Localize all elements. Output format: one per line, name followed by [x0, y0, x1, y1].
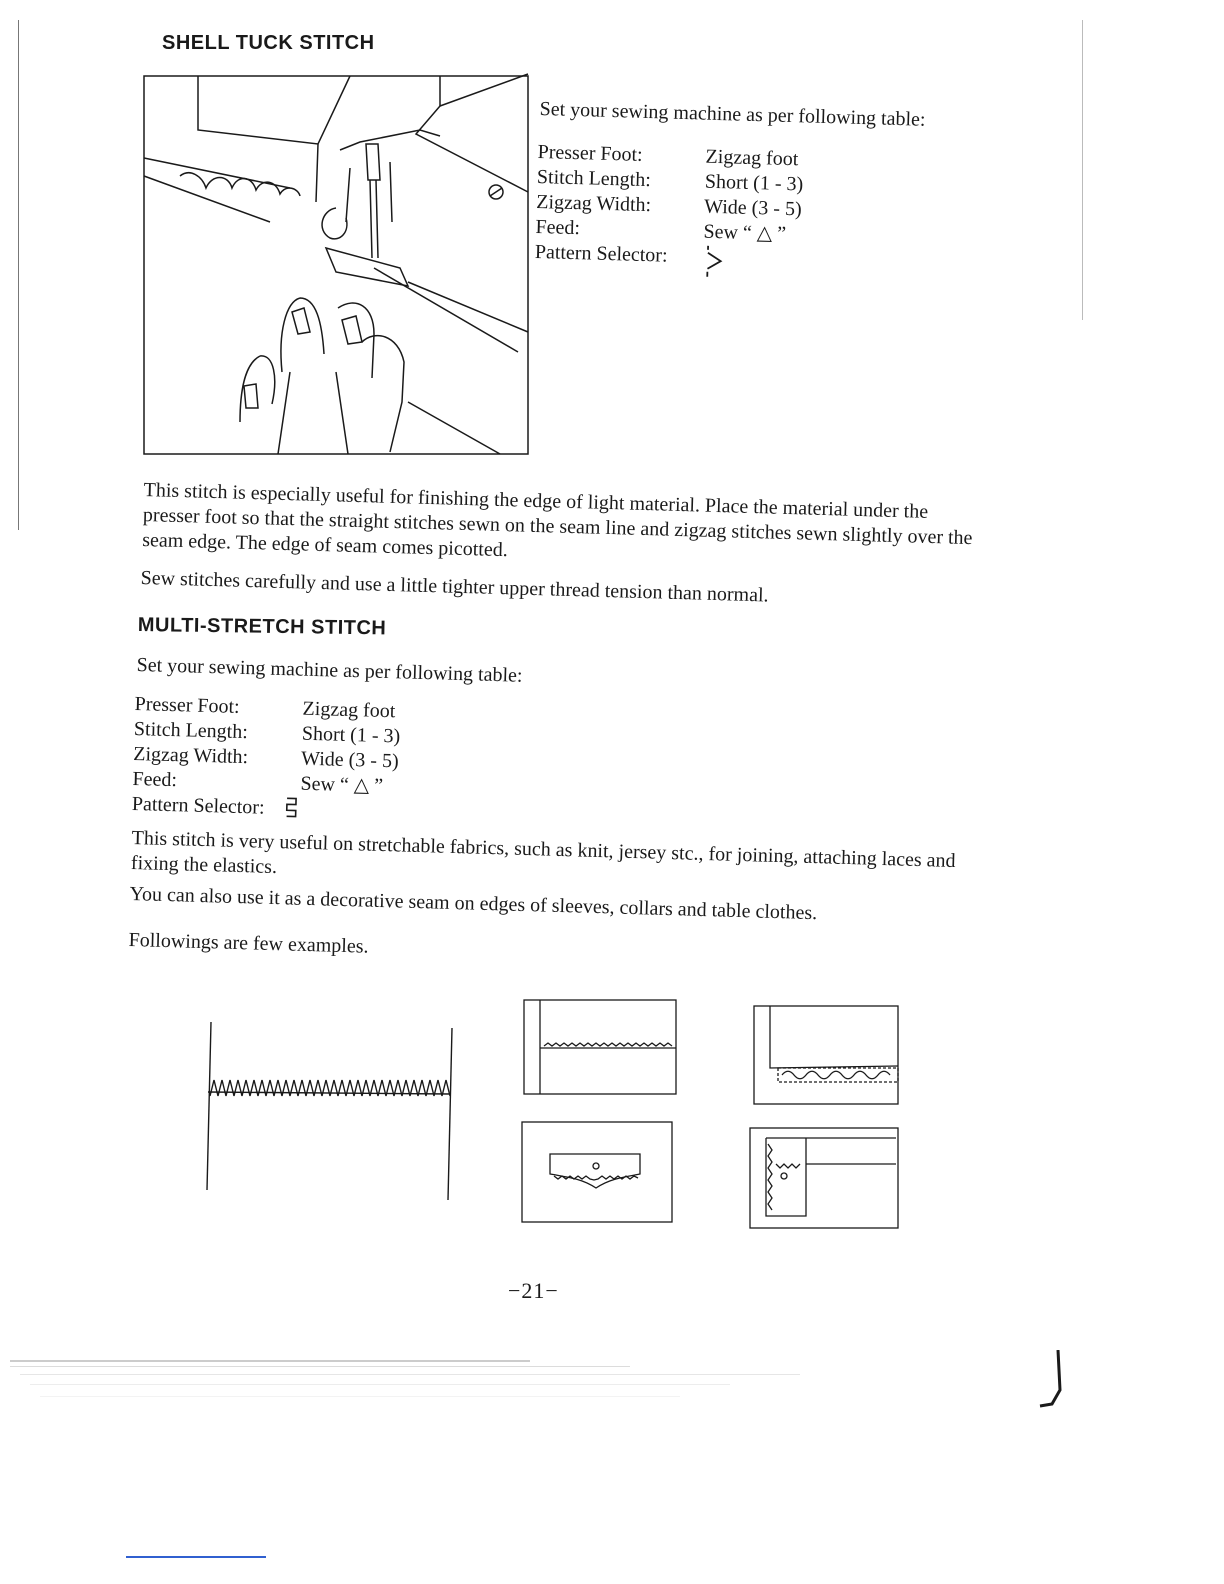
- setting-label: Pattern Selector:: [131, 792, 265, 819]
- setting-label: Presser Foot:: [134, 692, 240, 718]
- lace-edge-example: [750, 1002, 902, 1108]
- section1-intro: Set your sewing machine as per following table:: [539, 97, 926, 131]
- shell-tuck-symbol-icon: [702, 245, 725, 280]
- section1-paragraph-1: This stitch is especially useful for finishing the edge of light material. Place the material under the presser foot so that the straight stitches sewn on the seam line and zigzag stitches sewn slightly over the seam edge. The edge of seam comes picotted.: [141, 478, 973, 562]
- section2-intro: Set your sewing machine as per following table:: [136, 653, 523, 687]
- collar-example: [746, 1124, 902, 1232]
- scan-edge-right: [1082, 20, 1083, 320]
- setting-label: Feed:: [535, 215, 581, 240]
- setting-value: Zigzag foot: [302, 697, 396, 723]
- section1-settings-table: [534, 140, 804, 281]
- seam-edge-example: [520, 996, 682, 1098]
- setting-label: Pattern Selector:: [534, 240, 668, 267]
- section2-paragraph-1: This stitch is very useful on stretchable fabrics, such as knit, jersey stc., for joining, attaching laces and fixing the elastics.: [130, 826, 956, 879]
- multi-stretch-seam-diagram: [200, 1018, 460, 1202]
- scan-noise-band: [0, 1350, 1224, 1490]
- section-title-multi-stretch: MULTI-STRETCH STITCH: [137, 614, 387, 640]
- pocket-example: [518, 1118, 676, 1226]
- setting-value: Short (1 - 3): [301, 722, 401, 748]
- setting-label: Presser Foot:: [537, 140, 643, 166]
- section1-paragraph-2: Sew stitches carefully and use a little tighter upper thread tension than normal.: [140, 566, 769, 607]
- section2-settings-table: [131, 692, 401, 825]
- scan-edge-left: [18, 20, 19, 530]
- setting-label: Stitch Length:: [536, 165, 652, 192]
- setting-label: Feed:: [132, 767, 178, 792]
- setting-label: Zigzag Width:: [535, 190, 652, 217]
- setting-value: Sew “ △ ”: [703, 220, 787, 245]
- setting-value: Wide (3 - 5): [703, 195, 802, 221]
- section2-paragraph-2: You can also use it as a decorative seam on edges of sleeves, collars and table clothes.: [129, 882, 818, 925]
- page-number: −21−: [508, 1278, 559, 1303]
- setting-value: Short (1 - 3): [704, 170, 804, 196]
- setting-value: Wide (3 - 5): [300, 747, 399, 773]
- setting-label: Stitch Length:: [133, 717, 249, 744]
- setting-value: Sew “ △ ”: [300, 772, 384, 797]
- setting-value: Zigzag foot: [705, 145, 799, 171]
- setting-label: Zigzag Width:: [132, 742, 249, 769]
- multi-stretch-symbol-icon: [283, 796, 300, 822]
- sewing-machine-illustration: [140, 72, 532, 458]
- footer-mark: [126, 1556, 266, 1558]
- section2-paragraph-3: Followings are few examples.: [128, 928, 369, 958]
- section-title-shell-tuck: SHELL TUCK STITCH: [162, 32, 375, 54]
